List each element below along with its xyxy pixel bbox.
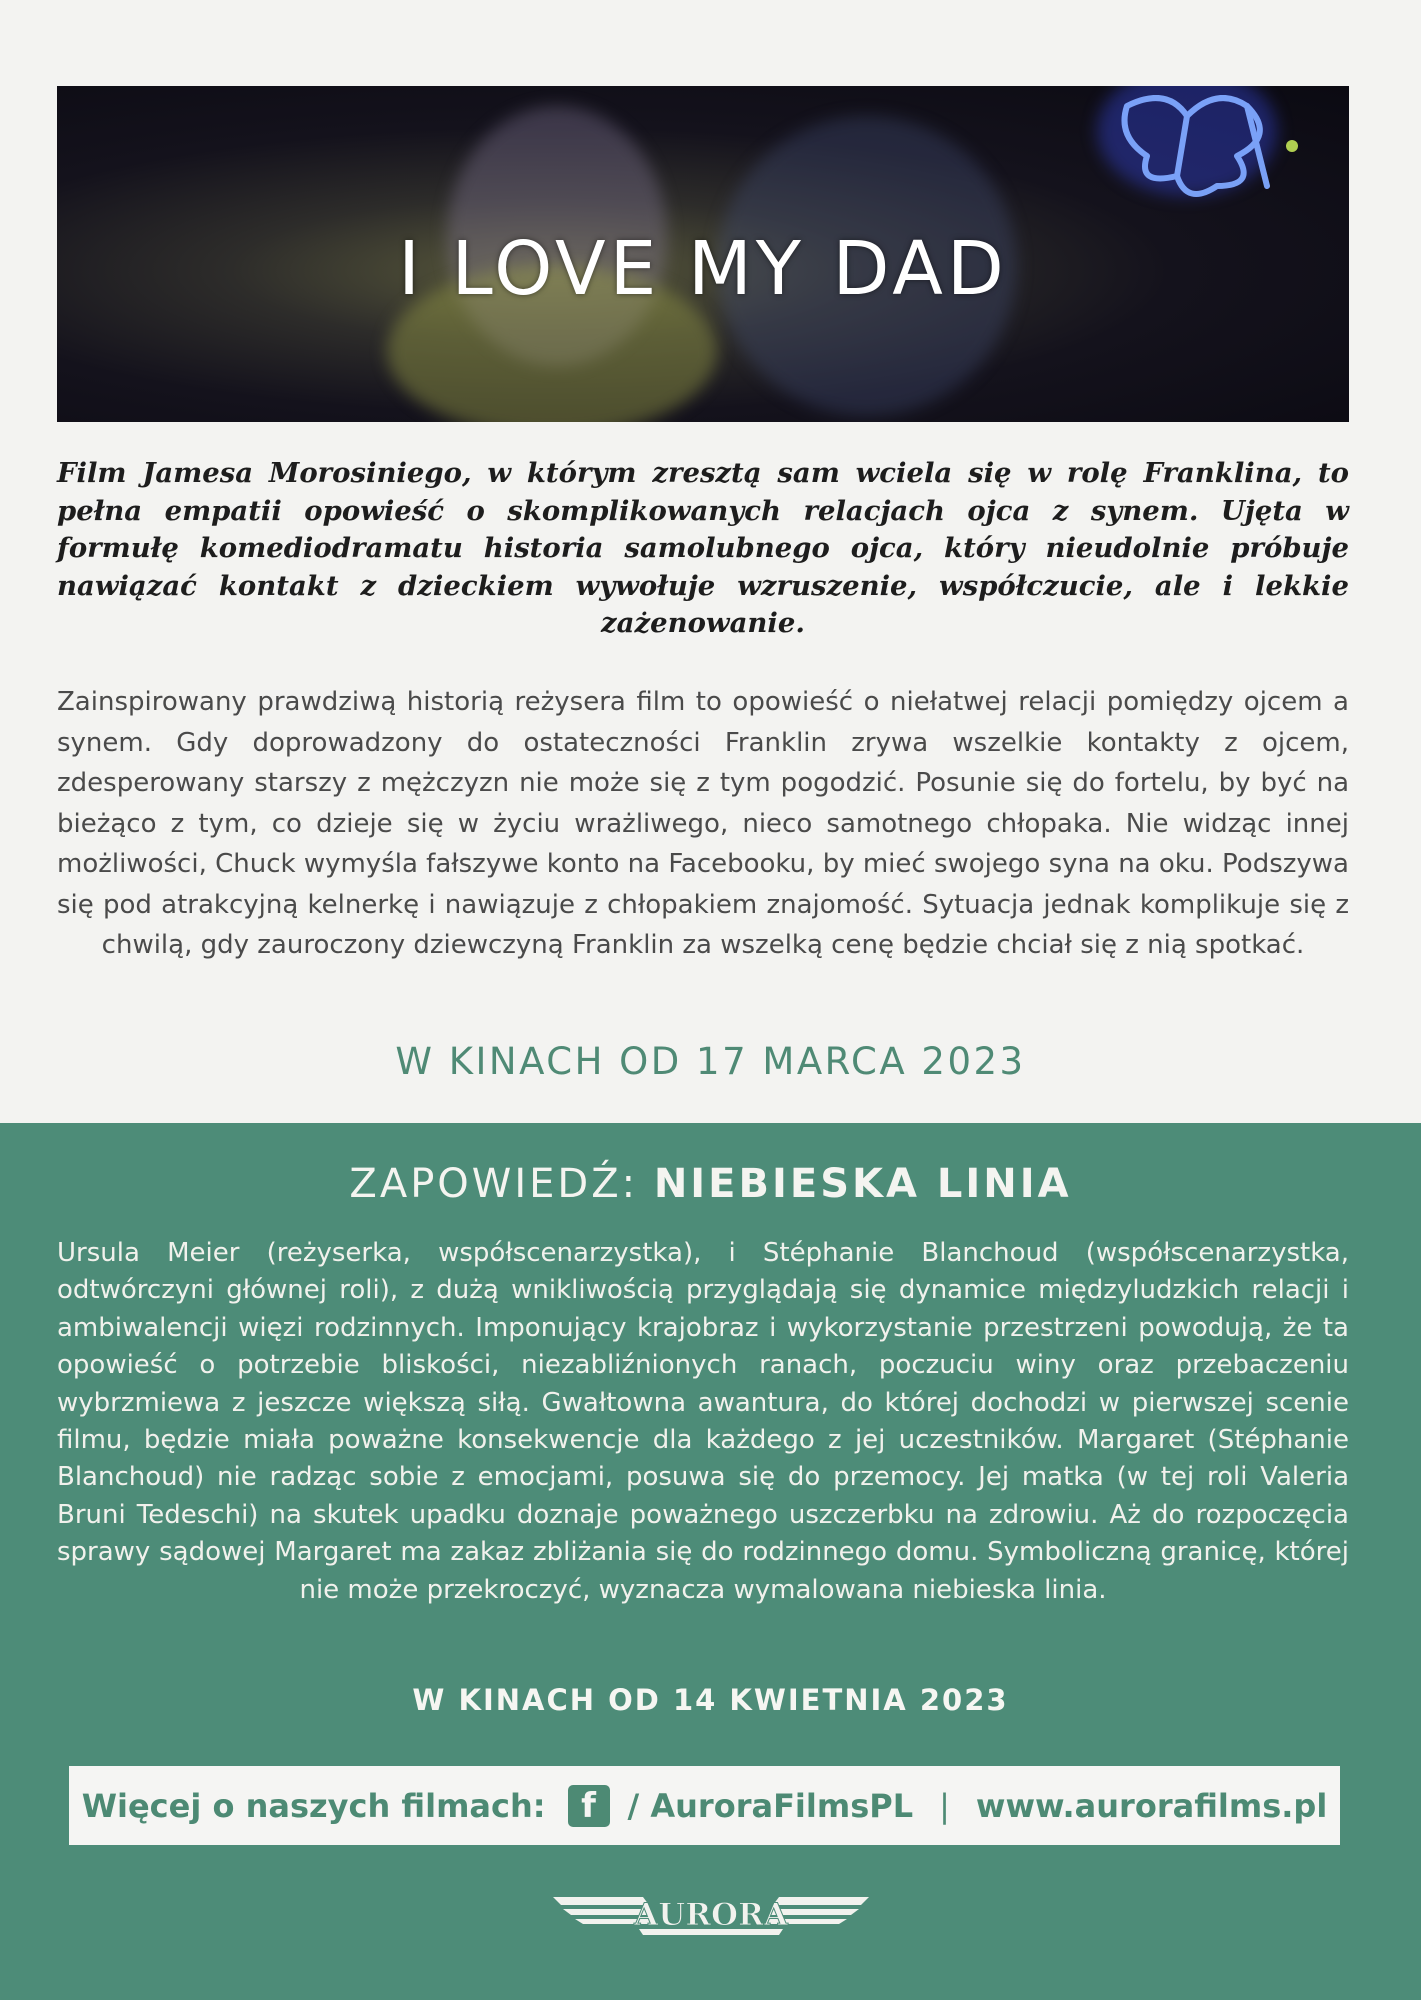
preview-paragraph: Ursula Meier (reżyserka, współscenarzystka), i Stéphanie Blanchoud (współscenarzystka, odtwórczyni głównej roli), z dużą wnikliwością przyglądają się dynamice międzyludzkich relacji i ambiwalencji więzi rodzinnych. Imponujący krajobraz i wykorzystanie przestrzeni powodują, że ta opowieść o potrzebie bliskości, niezabliźnionych ranach, poczuciu winy oraz przebaczeniu wybrzmiewa z jeszcze większą siłą. Gwałtowna awantura, do której dochodzi w pierwszej scenie filmu, będzie miała poważne konsekwencje dla każdego z jej uczestników. Margaret (Stéphanie Blanchoud) nie radząc sobie z emocjami, posuwa się do przemocy. Jej matka (w tej roli Valeria Bruni Tedeschi) na skutek upadku doznaje poważnego uszczerbku na zdrowiu. Aż do rozpoczęcia sprawy sądowej Margaret ma zakaz zbliżania się do rodzinnego domu. Symboliczną granicę, której nie może przekroczyć, wyznacza wymalowana niebieska linia. (57, 1238, 1349, 1605)
promo-bar (69, 1766, 1340, 1845)
preview-release-date: W KINACH OD 14 KWIETNIA 2023 (412, 1683, 1009, 1717)
preview-section (0, 1123, 1421, 2000)
lead-paragraph: Film Jamesa Morosiniego, w którym zresztą sam wciela się w rolę Franklina, to pełna empatii opowieść o skomplikowanych relacjach ojca z synem. Ujęta w formułę komediodramatu historia samolubnego ojca, który nieudolnie próbuje nawiązać kontakt z dzieckiem wywołuje wzruszenie, współczucie, ale i lekkie zażenowanie. (57, 457, 1349, 639)
facebook-handle-link[interactable]: / AuroraFilmsPL (627, 1786, 914, 1825)
aurora-logo (553, 1891, 869, 1941)
promo-label: Więcej o naszych filmach: (81, 1786, 546, 1825)
hero-image (57, 86, 1349, 422)
facebook-icon[interactable]: f (568, 1785, 610, 1827)
preview-label: ZAPOWIEDŹ: (349, 1161, 639, 1207)
hero-title: I LOVE MY DAD (398, 226, 1008, 312)
release-date-heading: W KINACH OD 17 MARCA 2023 (395, 1040, 1026, 1083)
description-paragraph: Zainspirowany prawdziwą historią reżysera film to opowieść o niełatwej relacji pomiędzy ojcem a synem. Gdy doprowadzony do ostateczności Franklin zrywa wszelkie kontakty z ojcem, zdesperowany starszy z mężczyzn nie może się z tym pogodzić. Posunie się do fortelu, by być na bieżąco z tym, co dzieje się w życiu wrażliwego, nieco samotnego chłopaka. Nie widząc innej możliwości, Chuck wymyśla fałszywe konto na Facebooku, by mieć swojego syna na oku. Podszywa się pod atrakcyjną kelnerkę i nawiązuje z chłopakiem znajomość. Sytuacja jednak komplikuje się z chwilą, gdy zauroczony dziewczyną Franklin za wszelką cenę będzie chciał się z nią spotkać. (57, 687, 1349, 960)
website-link[interactable]: www.aurorafilms.pl (975, 1786, 1328, 1825)
preview-film-title: NIEBIESKA LINIA (653, 1161, 1072, 1207)
promo-separator: | (939, 1786, 950, 1825)
aurora-logo-text: AURORA (634, 1897, 788, 1933)
preview-heading (0, 1161, 1421, 1207)
neon-sign-icon (1097, 86, 1317, 226)
